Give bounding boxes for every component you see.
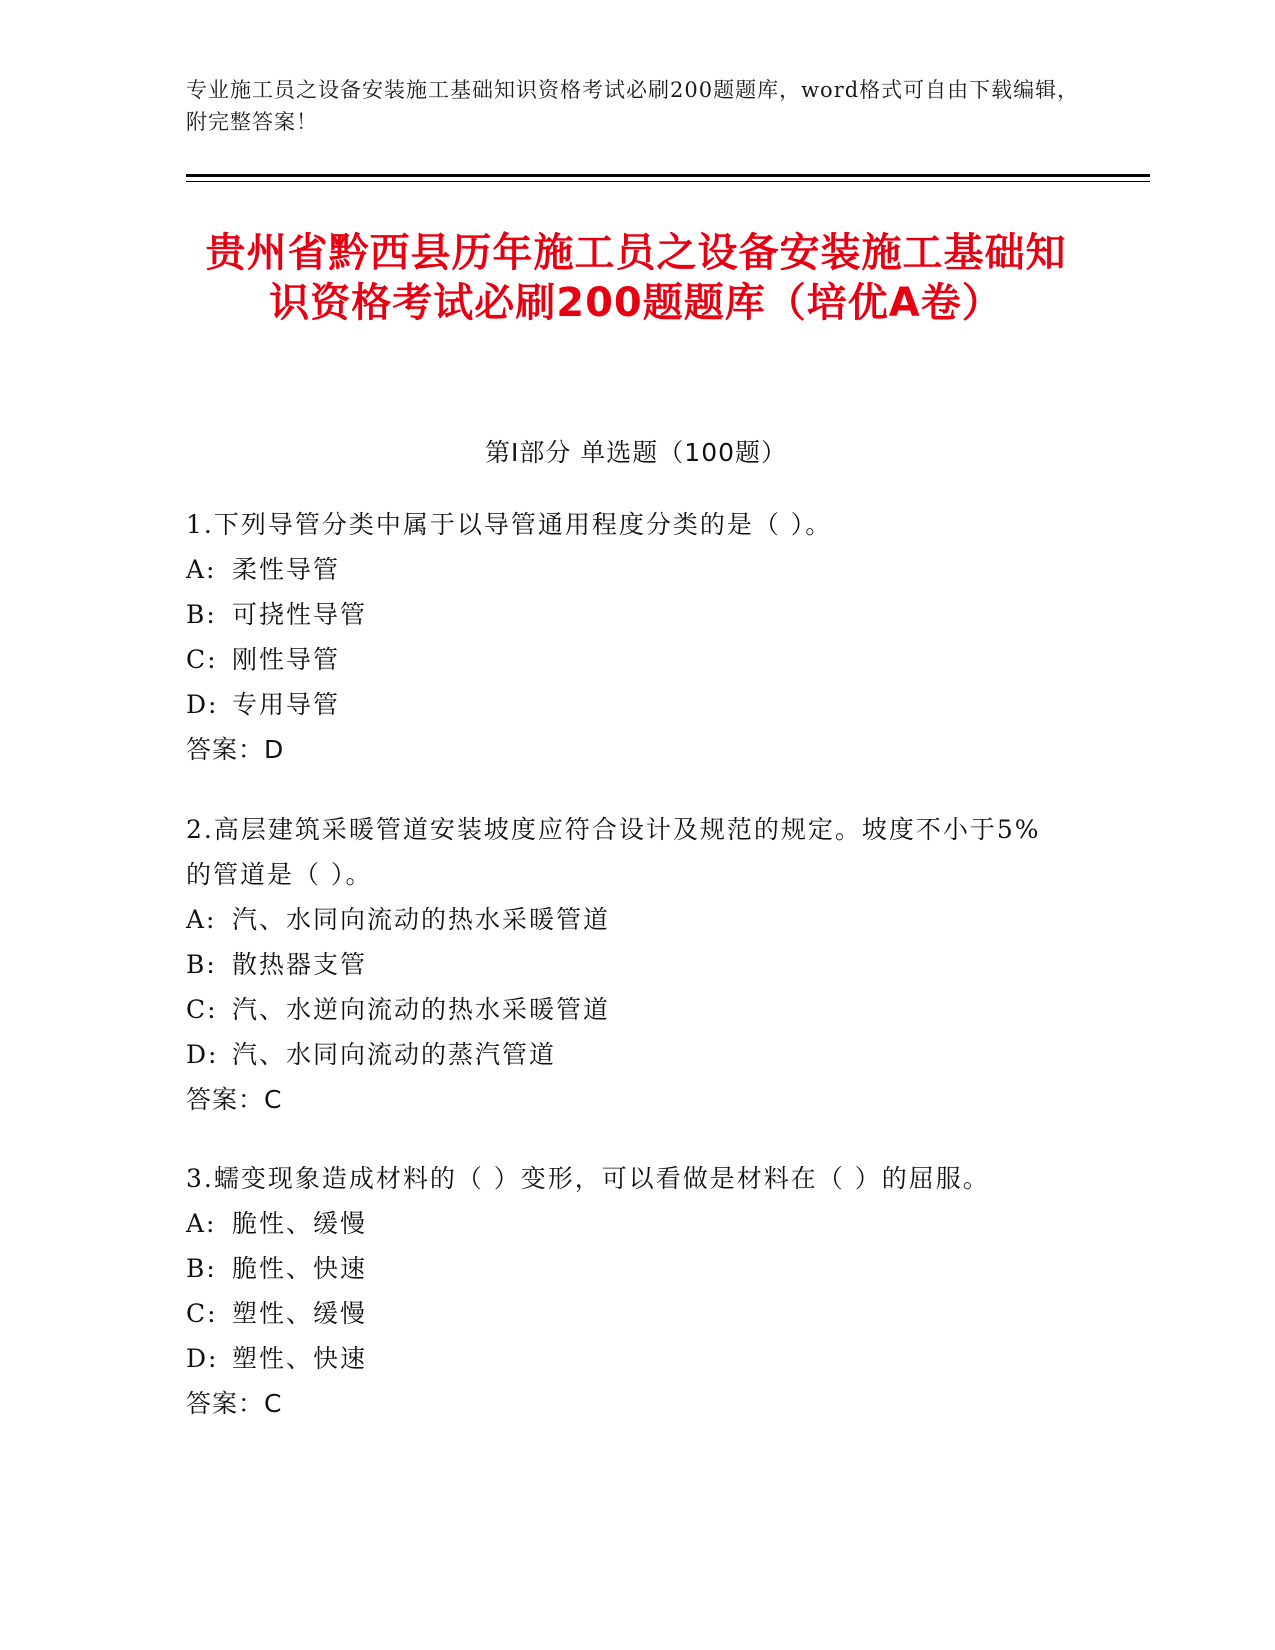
option-a	[186, 897, 1066, 942]
option-d	[186, 682, 1066, 727]
option-letter: A:	[186, 555, 217, 584]
document-title: 贵州省黔西县历年施工员之设备安装施工基础知识资格考试必刷200题题库（培优A卷）	[205, 230, 1067, 326]
question-stem: 3.蠕变现象造成材料的（ ）变形，可以看做是材料在（ ）的屈服。	[186, 1164, 990, 1193]
option-letter: C:	[186, 1299, 218, 1328]
question-1	[186, 502, 1066, 772]
question-2	[186, 807, 1066, 1122]
option-letter: C:	[186, 645, 218, 674]
option-text: 汽、水同向流动的热水采暖管道	[232, 905, 611, 934]
header-divider-thin	[186, 181, 1150, 182]
option-letter: B:	[186, 600, 217, 629]
option-text: 脆性、缓慢	[232, 1209, 368, 1238]
option-letter: C:	[186, 995, 218, 1024]
option-letter: B:	[186, 1254, 217, 1283]
option-c	[186, 987, 1066, 1032]
option-c	[186, 1291, 1066, 1336]
section-heading: 第I部分 单选题（100题）	[484, 438, 788, 467]
option-b	[186, 592, 1066, 637]
option-letter: D:	[186, 1040, 219, 1069]
question-stem: 1.下列导管分类中属于以导管通用程度分类的是（ ）。	[186, 510, 833, 539]
question-3	[186, 1156, 1066, 1426]
option-a	[186, 1201, 1066, 1246]
answer-line: 答案：C	[186, 1389, 283, 1418]
option-text: 脆性、快速	[232, 1254, 368, 1283]
option-b	[186, 942, 1066, 987]
option-c	[186, 637, 1066, 682]
option-text: 汽、水逆向流动的热水采暖管道	[232, 995, 611, 1024]
option-b	[186, 1246, 1066, 1291]
option-text: 散热器支管	[232, 950, 368, 979]
option-letter: B:	[186, 950, 217, 979]
option-letter: D:	[186, 690, 219, 719]
header-note: 专业施工员之设备安装施工基础知识资格考试必刷200题题库，word格式可自由下载编辑，附完整答案！	[186, 78, 1080, 134]
option-d	[186, 1032, 1066, 1077]
option-text: 塑性、缓慢	[232, 1299, 368, 1328]
option-text: 专用导管	[232, 690, 341, 719]
option-text: 塑性、快速	[232, 1344, 368, 1373]
option-text: 汽、水同向流动的蒸汽管道	[232, 1040, 557, 1069]
header-divider-thick	[186, 174, 1150, 177]
question-stem: 2.高层建筑采暖管道安装坡度应符合设计及规范的规定。坡度不小于5%的管道是（ ）。	[186, 815, 1041, 889]
option-d	[186, 1336, 1066, 1381]
option-letter: A:	[186, 1209, 217, 1238]
option-text: 柔性导管	[232, 555, 341, 584]
answer-line: 答案：C	[186, 1085, 283, 1114]
option-letter: A:	[186, 905, 217, 934]
option-letter: D:	[186, 1344, 219, 1373]
option-text: 可挠性导管	[232, 600, 368, 629]
option-a	[186, 547, 1066, 592]
option-text: 刚性导管	[232, 645, 341, 674]
answer-line: 答案：D	[186, 735, 285, 764]
